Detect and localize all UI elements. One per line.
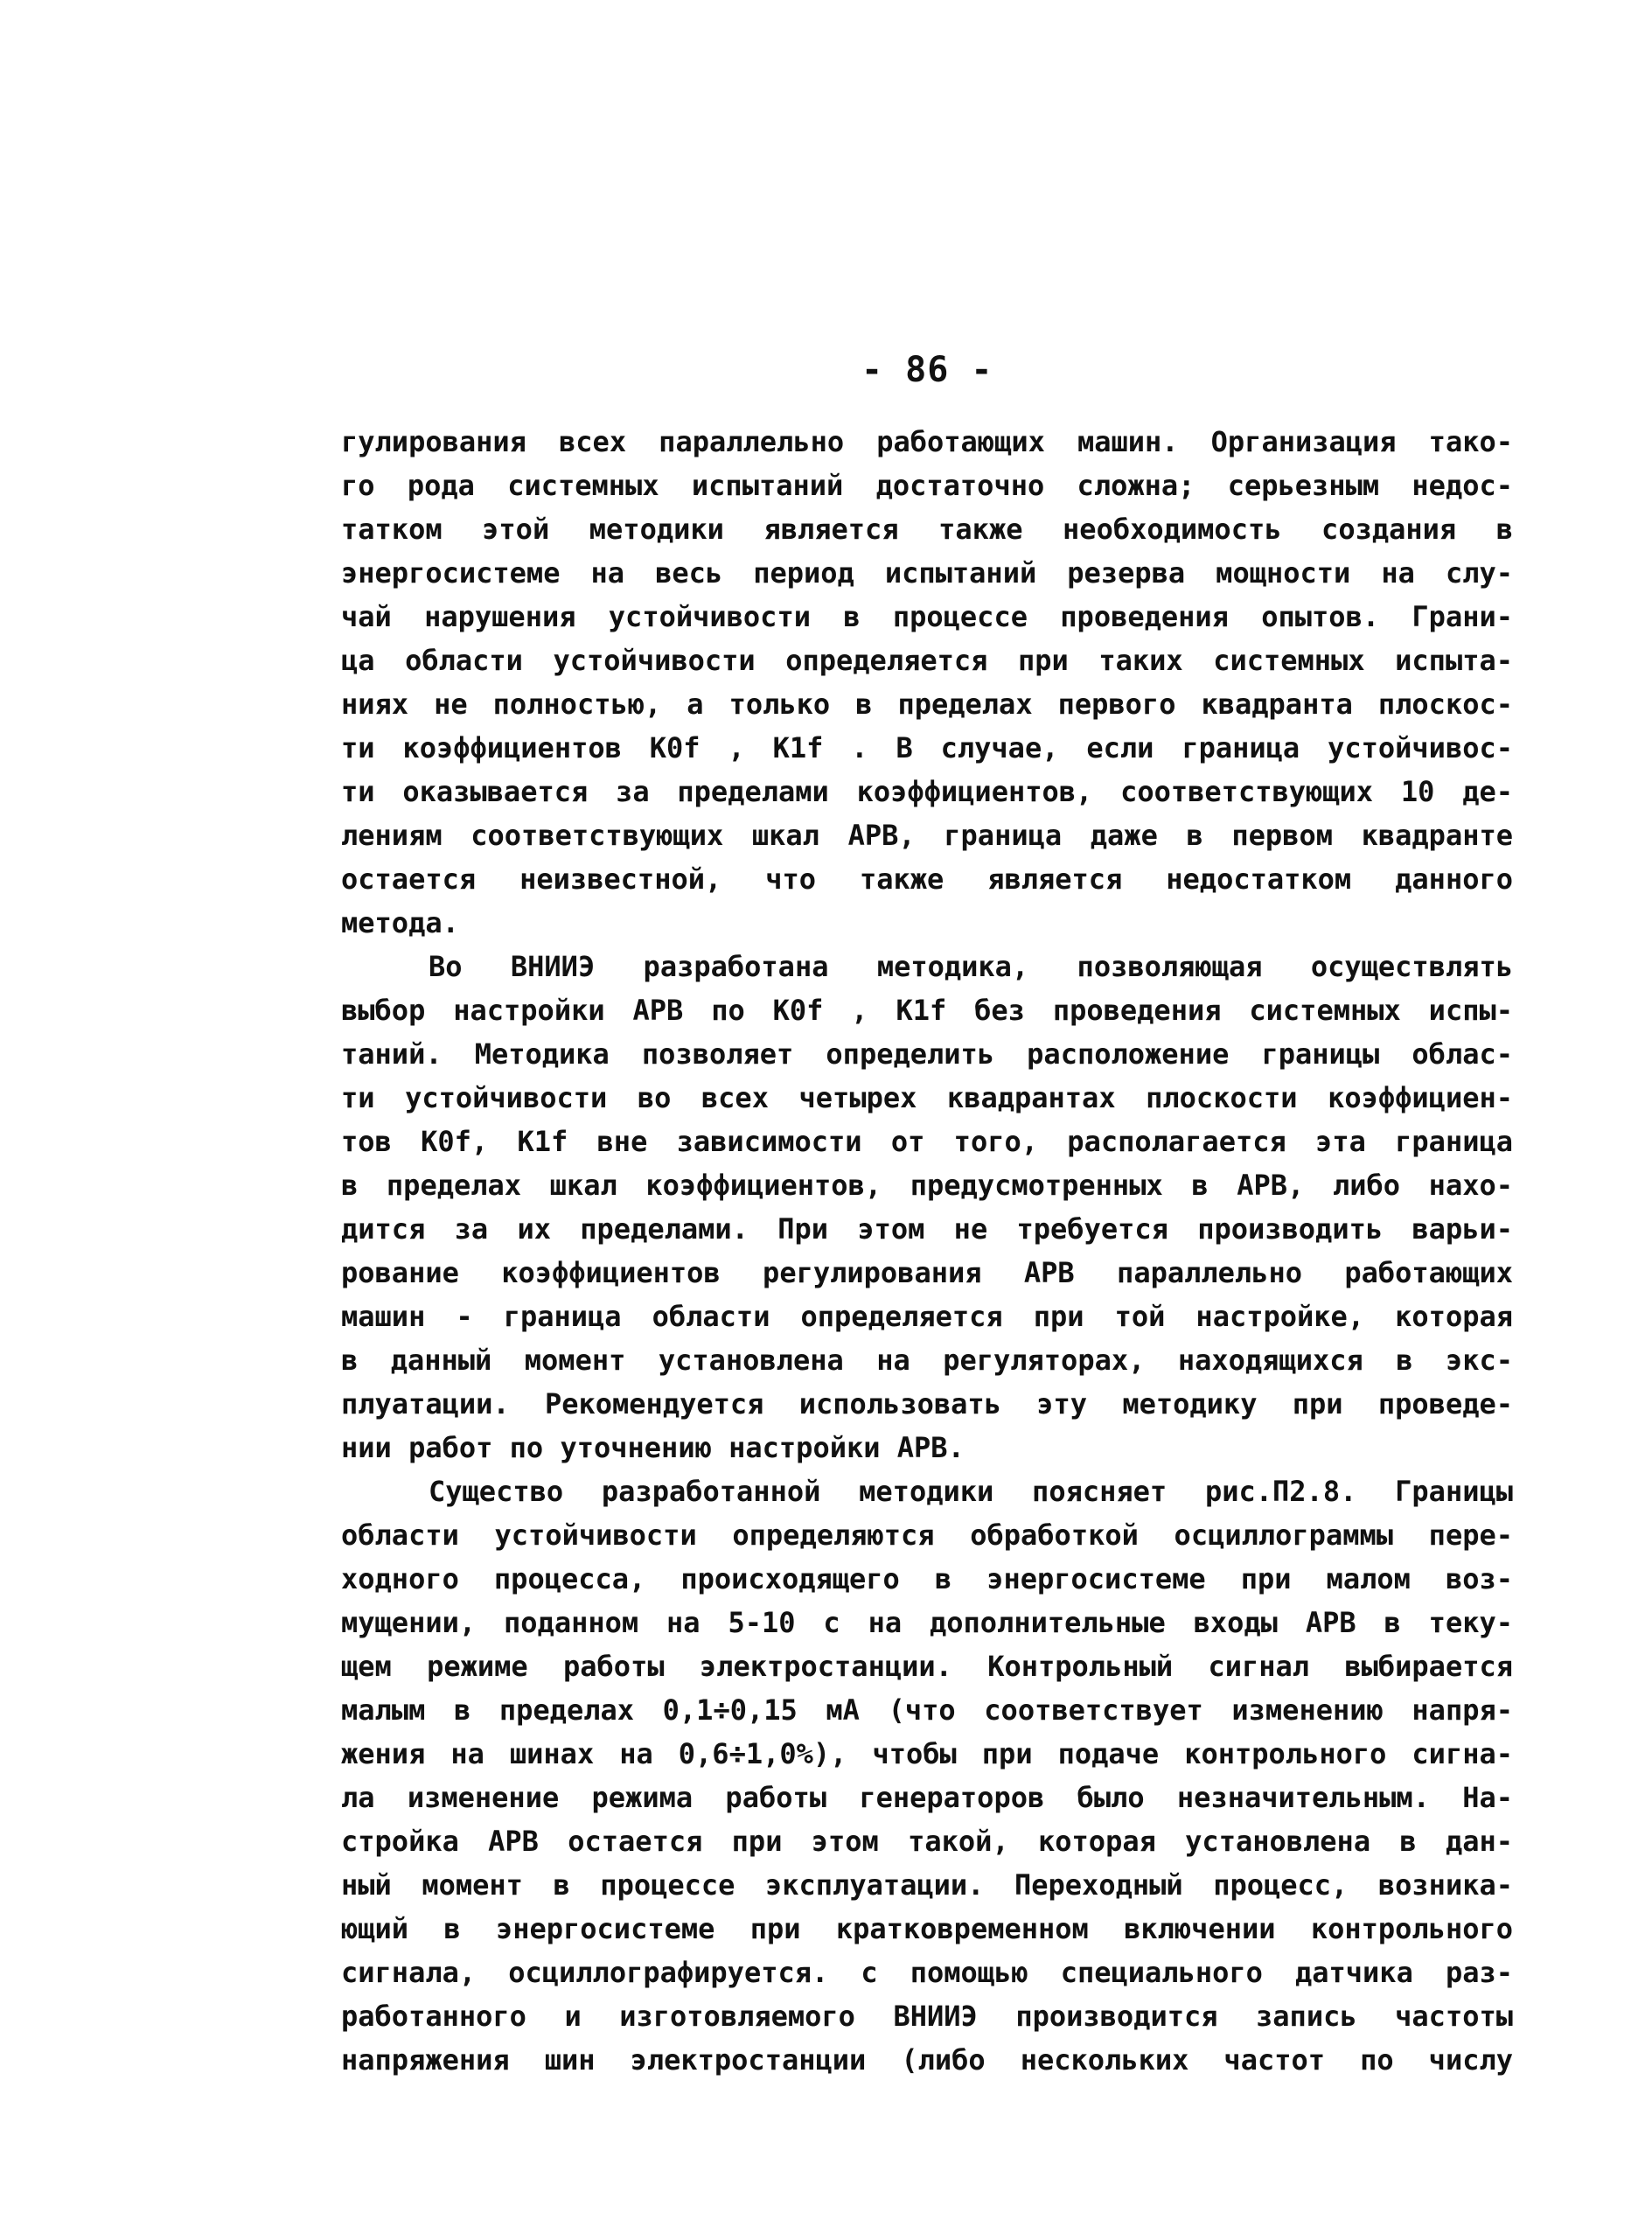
text-line: работанного и изготовляемого ВНИИЭ производится запись частоты — [341, 2000, 1513, 2033]
text-line: выбор настройки АРВ по K0f , K1f без проведения системных испы- — [341, 994, 1513, 1027]
text-line: ца области устойчивости определяется при таких системных испыта- — [341, 644, 1513, 677]
text-line: ти оказывается за пределами коэффициентов, соответствующих 10 де- — [341, 775, 1513, 808]
text-line: Существо разработанной методики поясняет рис.П2.8. Границы — [429, 1475, 1513, 1508]
body-text — [341, 420, 1513, 2082]
text-line: татком этой методики является также необходимость создания в — [341, 513, 1513, 546]
text-line: плуатации. Рекомендуется использовать эту методику при проведе- — [341, 1387, 1513, 1421]
text-line: нии работ по уточнению настройки АРВ. — [341, 1431, 965, 1464]
text-line: ходного процесса, происходящего в энергосистеме при малом воз- — [341, 1562, 1513, 1595]
page-number: - 86 - — [861, 350, 993, 390]
text-line: рование коэффициентов регулирования АРВ параллельно работающих — [341, 1256, 1513, 1289]
text-line: области устойчивости определяются обработкой осциллограммы пере- — [341, 1518, 1513, 1552]
text-line: лениям соответствующих шкал АРВ, граница даже в первом квадранте — [341, 819, 1513, 852]
text-line: в пределах шкал коэффициентов, предусмотренных в АРВ, либо нахо- — [341, 1169, 1513, 1202]
text-line: го рода системных испытаний достаточно сложна; серьезным недос- — [341, 469, 1513, 502]
text-line: жения на шинах на 0,6÷1,0%), чтобы при подаче контрольного сигна- — [341, 1737, 1513, 1770]
text-line: стройка АРВ остается при этом такой, которая установлена в дан- — [341, 1825, 1513, 1858]
text-line: метода. — [341, 906, 459, 939]
text-line: дится за их пределами. При этом не требуется производить варьи- — [341, 1212, 1513, 1246]
text-line: ющий в энергосистеме при кратковременном включении контрольного — [341, 1912, 1513, 1945]
text-line: ниях не полностью, а только в пределах первого квадранта плоскос- — [341, 688, 1513, 721]
text-line: малым в пределах 0,1÷0,15 мА (что соответствует изменению напря- — [341, 1693, 1513, 1727]
text-line: напряжения шин электростанции (либо нескольких частот по числу — [341, 2043, 1513, 2077]
text-line: в данный момент установлена на регуляторах, находящихся в экс- — [341, 1344, 1513, 1377]
text-line: ти коэффициентов K0f , K1f . В случае, если граница устойчивос- — [341, 731, 1513, 764]
text-line: Во ВНИИЭ разработана методика, позволяющая осуществлять — [429, 950, 1513, 983]
text-line: тов K0f, K1f вне зависимости от того, располагается эта граница — [341, 1125, 1513, 1158]
text-line: чай нарушения устойчивости в процессе проведения опытов. Грани- — [341, 600, 1513, 633]
text-line: сигнала, осциллографируется. с помощью специального датчика раз- — [341, 1956, 1513, 1989]
paragraph-1 — [341, 420, 1513, 945]
text-line: ти устойчивости во всех четырех квадрантах плоскости коэффициен- — [341, 1081, 1513, 1114]
text-line: таний. Методика позволяет определить расположение границы облас- — [341, 1037, 1513, 1071]
text-line: щем режиме работы электростанции. Контрольный сигнал выбирается — [341, 1650, 1513, 1683]
text-line: машин - граница области определяется при той настройке, которая — [341, 1300, 1513, 1333]
text-line: гулирования всех параллельно работающих машин. Организация тако- — [341, 425, 1513, 458]
text-line: ла изменение режима работы генераторов было незначительным. На- — [341, 1781, 1513, 1814]
text-line: остается неизвестной, что также является недостатком данного — [341, 862, 1513, 896]
paragraph-3 — [341, 1470, 1513, 2082]
text-line: энергосистеме на весь период испытаний резерва мощности на слу- — [341, 556, 1513, 590]
text-line: мущении, поданном на 5-10 с на дополнительные входы АРВ в теку- — [341, 1606, 1513, 1639]
text-line: ный момент в процессе эксплуатации. Переходный процесс, возника- — [341, 1868, 1513, 1902]
paragraph-2 — [341, 945, 1513, 1470]
